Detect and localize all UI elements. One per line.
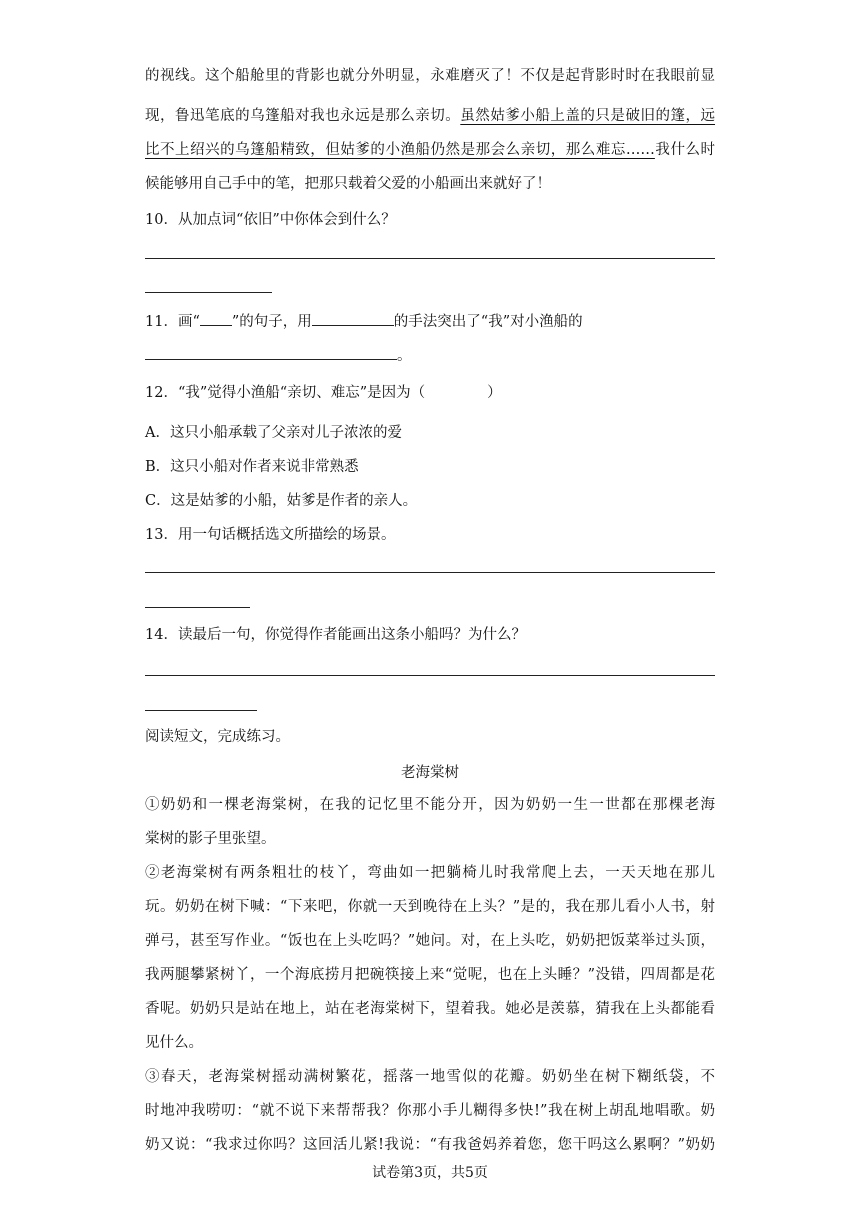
passage2-p2-line6: 见什么。 bbox=[145, 1035, 203, 1051]
passage1-line3 bbox=[145, 140, 715, 160]
passage2-p2-line4: 我两腿攀紧树丫，一个海底捞月把碗筷接上来“觉呢，也在上头睡？”没错，四周都是花 bbox=[145, 967, 715, 983]
option-12-b[interactable]: B．这只小船对作者来说非常熟悉 bbox=[145, 459, 359, 475]
passage1-line1: 的视线。这个船舱里的背影也就分外明显，永难磨灭了！不仅是起背影时时在我眼前显 bbox=[145, 68, 715, 84]
passage1-line3-plain: 我什么时 bbox=[654, 142, 716, 158]
passage2-p2-line5: 香呢。奶奶只是站在地上，站在老海棠树下，望着我。她必是羡慕，猜我在上头都能看 bbox=[145, 1001, 715, 1017]
answer-line-14a[interactable] bbox=[145, 675, 715, 676]
answer-blank-11c[interactable] bbox=[145, 345, 397, 360]
passage2-title: 老海棠树 bbox=[401, 765, 459, 781]
answer-line-10a[interactable] bbox=[145, 258, 715, 259]
answer-line-13b[interactable] bbox=[145, 607, 250, 608]
option-12-c[interactable]: C．这是姑爹的小船，姑爹是作者的亲人。 bbox=[145, 493, 418, 509]
passage2-p2-line1: ②老海棠树有两条粗壮的枝丫，弯曲如一把躺椅儿时我常爬上去，一天天地在那儿 bbox=[145, 865, 715, 881]
question-11-end: 。 bbox=[397, 348, 412, 364]
passage1-line4: 候能够用自己手中的笔，把那只载着父爱的小船画出来就好了！ bbox=[145, 176, 551, 192]
passage2-p3-line3: 奶又说：“我求过你吗？这回活儿紧!我说：“有我爸妈养着您，您干吗这么累啊？”奶奶 bbox=[145, 1137, 715, 1153]
question-13: 13．用一句话概括选文所描绘的场景。 bbox=[145, 527, 396, 543]
reading-instruction: 阅读短文，完成练习。 bbox=[145, 729, 290, 745]
answer-line-10b[interactable] bbox=[145, 292, 272, 293]
question-11-part3: 的手法突出了“我”对小渔船的 bbox=[393, 314, 583, 330]
question-12 bbox=[145, 383, 715, 403]
question-12-close: ） bbox=[487, 385, 502, 401]
passage2-p2-line2: 玩。奶奶在树下喊：“下来吧，你就一天到晚待在上头？”是的，我在那儿看小人书，射 bbox=[145, 899, 715, 915]
passage2-p1-line1: ①奶奶和一棵老海棠树，在我的记忆里不能分开，因为奶奶一生一世都在那棵老海 bbox=[145, 797, 715, 813]
passage1-line2 bbox=[145, 106, 715, 126]
question-10: 10．从加点词“依旧”中你体会到什么？ bbox=[145, 212, 396, 228]
passage1-underlined-sentence-end: 比不上绍兴的乌篷船精致，但姑爹的小渔船仍然是那会么亲切，那么难忘…… bbox=[145, 142, 655, 158]
question-14: 14．读最后一句，你觉得作者能画出这条小船吗？为什么？ bbox=[145, 627, 526, 643]
answer-blank-11b[interactable] bbox=[312, 311, 394, 326]
answer-line-14b[interactable] bbox=[145, 710, 257, 711]
passage2-p1-line2: 棠树的影子里张望。 bbox=[145, 831, 276, 847]
question-11-part1: 11．画“ bbox=[145, 314, 200, 330]
answer-line-13a[interactable] bbox=[145, 572, 715, 573]
page-footer: 试卷第3页，共5页 bbox=[372, 1165, 488, 1181]
passage1-underlined-sentence-start: 虽然姑爹小船上盖的只是破旧的篷，远 bbox=[460, 108, 716, 124]
question-12-text: 12．“我”觉得小渔船“亲切、难忘”是因为（ bbox=[145, 385, 426, 401]
question-11-part2: ”的句子，用 bbox=[231, 314, 312, 330]
passage2-p2-line3: 弹弓，甚至写作业。“饭也在上头吃吗？”她问。对，在上头吃，奶奶把饭菜举过头顶， bbox=[145, 933, 715, 949]
answer-blank-11a[interactable] bbox=[200, 311, 232, 326]
passage2-p3-line1: ③春天，老海棠树摇动满树繁花，摇落一地雪似的花瓣。奶奶坐在树下糊纸袋，不 bbox=[145, 1069, 715, 1085]
question-11-line2 bbox=[145, 345, 715, 366]
passage2-p3-line2: 时地冲我唠叨：“就不说下来帮帮我？你那小手儿糊得多快!”我在树上胡乱地唱歌。奶 bbox=[145, 1103, 715, 1119]
question-11 bbox=[145, 311, 715, 332]
passage1-line2-plain: 现，鲁迅笔底的乌篷船对我也永远是那么亲切。 bbox=[145, 108, 461, 124]
option-12-a[interactable]: A．这只小船承载了父亲对儿子浓浓的爱 bbox=[145, 425, 402, 441]
